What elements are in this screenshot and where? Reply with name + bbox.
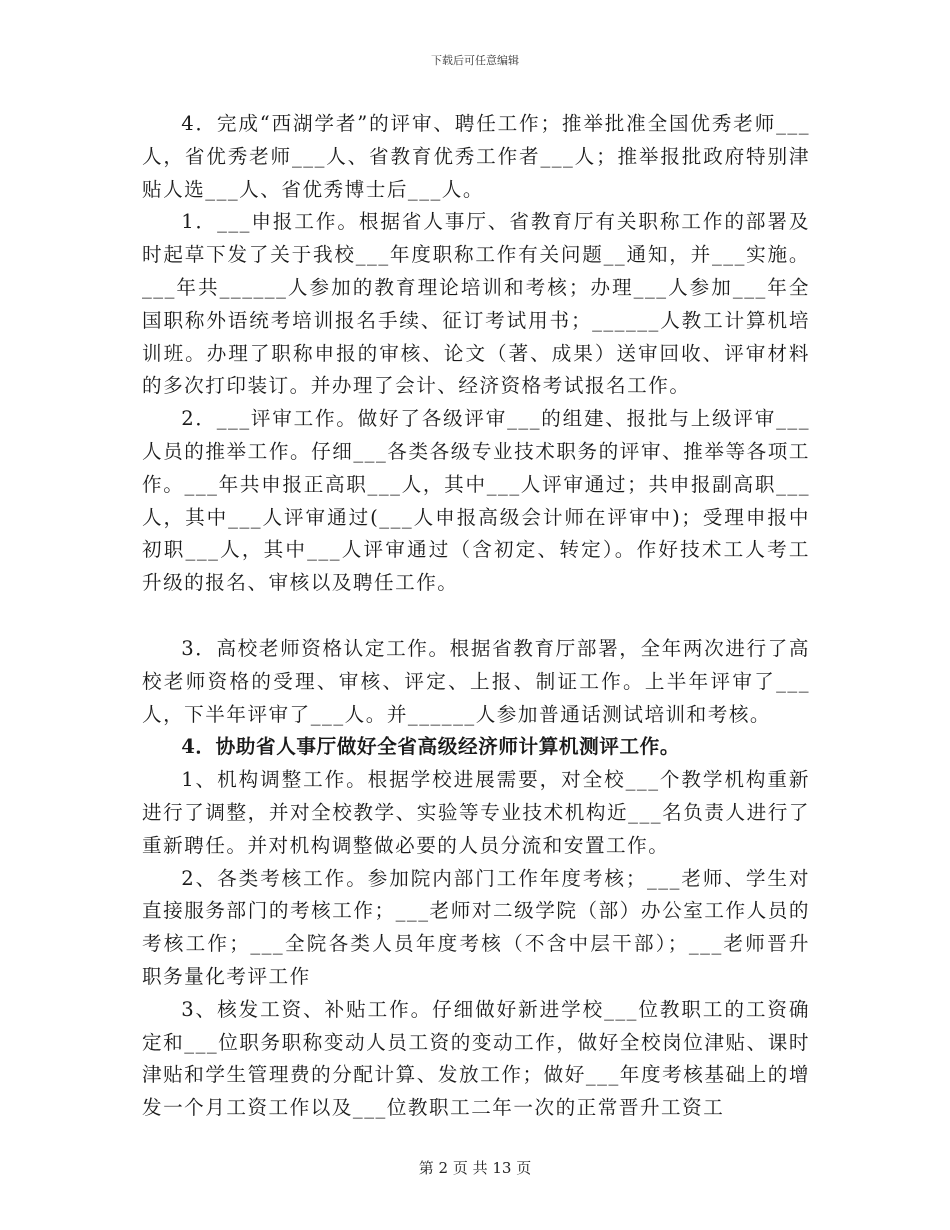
- document-body: [142, 108, 810, 1125]
- paragraph-title-application: 1．___申报工作。根据省人事厅、省教育厅有关职称工作的部署及时起草下发了关于我校___年度职称工作有关问题__通知，并___实施。___年共______人参加的教育理论培训和考核；办理___人参加___年全国职称外语统考培训报名手续、征订考试用书；______人教工计算机培训班。办理了职称申报的审核、论文（著、成果）送审回收、评审材料的多次打印装订。并办理了会计、经济资格考试报名工作。: [142, 210, 810, 398]
- paragraph-gap: [142, 600, 810, 633]
- paragraph-assessment-work: 2、各类考核工作。参加院内部门工作年度考核；___老师、学生对直接服务部门的考核工作；___老师对二级学院（部）办公室工作人员的考核工作；___全院各类人员年度考核（不含中层干部）；___老师晋升职务量化考评工作: [142, 866, 810, 988]
- paragraph-title-review: 2．___评审工作。做好了各级评审___的组建、报批与上级评审___人员的推举工作。仔细___各类各级专业技术职务的评审、推举等各项工作。___年共申报正高职___人，其中___人评审通过；共申报副高职___人，其中___人评审通过(___人申报高级会计师在评审中)；受理申报中初职___人，其中___人评审通过（含初定、转定）。作好技术工人考工升级的报名、审核以及聘任工作。: [142, 407, 810, 595]
- header-note: 下载后可任意编辑: [431, 54, 519, 67]
- paragraph-heading-economist-test: 4．协助省人事厅做好全省高级经济师计算机测评工作。: [181, 735, 681, 759]
- paragraph-teacher-qualification: 3．高校老师资格认定工作。根据省教育厅部署，全年两次进行了高校老师资格的受理、审核、评定、上报、制证工作。上半年评审了___人，下半年评审了___人。并______人参加普通话测试培训和考核。: [142, 636, 810, 726]
- paragraph-institution-adjustment: 1、机构调整工作。根据学校进展需要，对全校___个教学机构重新进行了调整，并对全校教学、实验等专业技术机构近___名负责人进行了重新聘任。并对机构调整做必要的人员分流和安置工作。: [142, 768, 810, 857]
- paragraph-salary-allowance: 3、核发工资、补贴工作。仔细做好新进学校___位教职工的工资确定和___位职务职称变动人员工资的变动工作，做好全校岗位津贴、课时津贴和学生管理费的分配计算、发放工作；做好___年度考核基础上的增发一个月工资工作以及___位教职工二年一次的正常晋升工资工: [142, 997, 810, 1120]
- page-footer: 第 2 页 共 13 页: [418, 1159, 532, 1177]
- paragraph-xihu-scholars: 4．完成“西湖学者”的评审、聘任工作；推举批准全国优秀老师___人，省优秀老师___人、省教育优秀工作者___人；推举报批政府特别津贴人选___人、省优秀博士后___人。: [142, 112, 810, 201]
